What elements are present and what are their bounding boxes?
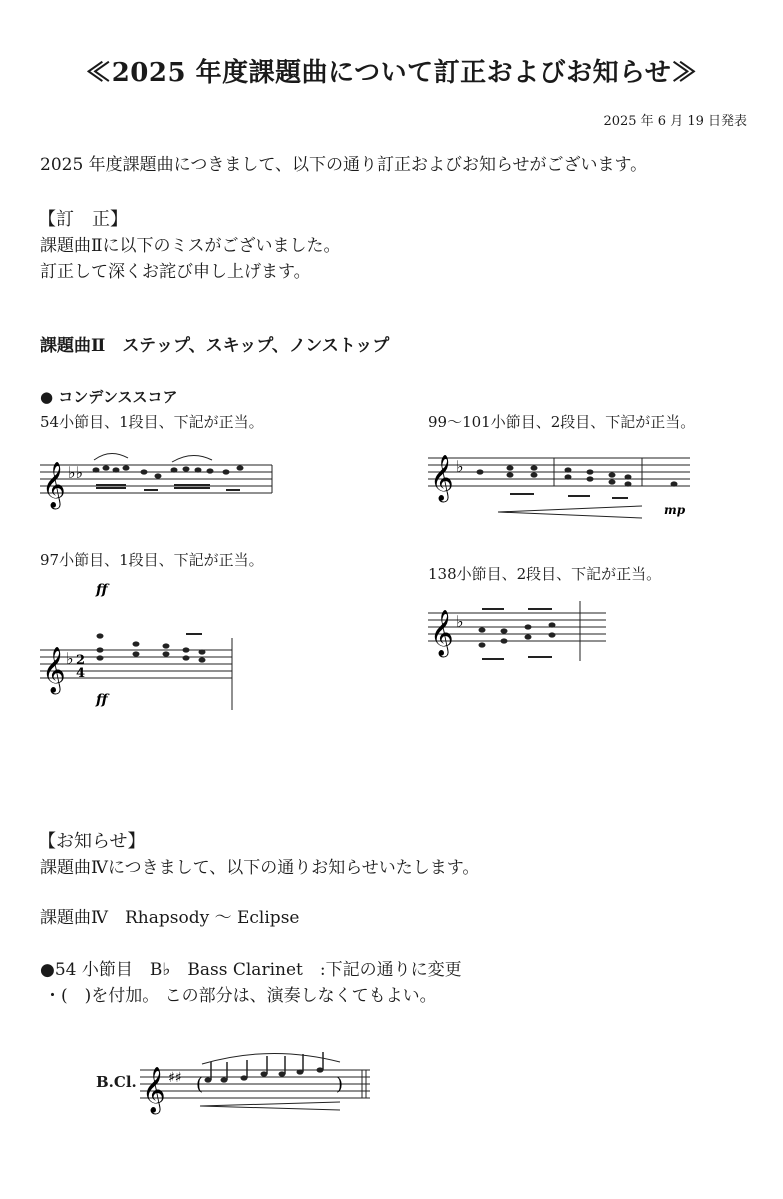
intro-text: 2025 年度課題曲につきまして、以下の通り訂正およびお知らせがございます。 [40, 155, 648, 175]
correction-line-1: 課題曲Ⅱに以下のミスがございました。 [40, 236, 341, 256]
svg-text:𝄞: 𝄞 [430, 455, 454, 501]
svg-text:𝄞: 𝄞 [142, 1067, 166, 1113]
svg-text:♭♭: ♭♭ [68, 463, 84, 482]
svg-text:𝄞: 𝄞 [42, 462, 66, 508]
score-excerpt-bass-clarinet [140, 1050, 380, 1120]
svg-text:(: ( [196, 1074, 204, 1095]
dynamic-ff-upper: ff [96, 582, 108, 598]
publish-date: 2025 年 6 月 19 日発表 [603, 114, 747, 129]
caption-m138: 138小節目、2段目、下記が正当。 [428, 565, 662, 583]
dynamic-mp: mp [664, 503, 686, 517]
caption-m54: 54小節目、1段目、下記が正当。 [40, 413, 264, 431]
caption-m97: 97小節目、1段目、下記が正当。 [40, 551, 264, 569]
score-excerpt-m99-101 [428, 440, 698, 530]
correction-heading: 【訂 正】 [38, 209, 128, 230]
svg-text:♭: ♭ [456, 457, 464, 476]
svg-text:♭: ♭ [456, 612, 464, 631]
score-excerpt-m97 [40, 578, 250, 718]
svg-text:2: 2 [76, 653, 86, 668]
condensed-score-label: ● コンデンススコア [40, 388, 178, 406]
page-title: ≪2025 年度課題曲について訂正およびお知らせ≫ [85, 58, 698, 88]
correction-line-2: 訂正して深くお詫び申し上げます。 [40, 262, 311, 282]
notice-item: ●54 小節目 B♭ Bass Clarinet :下記の通りに変更 [40, 960, 462, 980]
notice-item-detail: ・( )を付加。 この部分は、演奏しなくてもよい。 [44, 986, 437, 1006]
svg-text:): ) [336, 1074, 344, 1095]
svg-text:♯♯: ♯♯ [168, 1070, 182, 1086]
score-excerpt-m54 [40, 440, 290, 520]
svg-text:4: 4 [76, 666, 86, 681]
svg-text:♭: ♭ [66, 649, 74, 668]
notice-line: 課題曲Ⅳにつきまして、以下の通りお知らせいたします。 [40, 858, 480, 878]
caption-m99-101: 99〜101小節目、2段目、下記が正当。 [428, 413, 696, 431]
dynamic-ff-lower: ff [96, 692, 108, 708]
svg-text:𝄞: 𝄞 [430, 610, 454, 656]
notice-heading: 【お知らせ】 [38, 831, 146, 852]
svg-text:𝄞: 𝄞 [42, 647, 66, 693]
score-excerpt-m138 [428, 595, 628, 695]
correction-piece-title: 課題曲Ⅱ ステップ、スキップ、ノンストップ [40, 336, 390, 356]
notice-piece-title: 課題曲Ⅳ Rhapsody 〜 Eclipse [40, 908, 300, 928]
instrument-label: B.Cl. [96, 1073, 137, 1091]
